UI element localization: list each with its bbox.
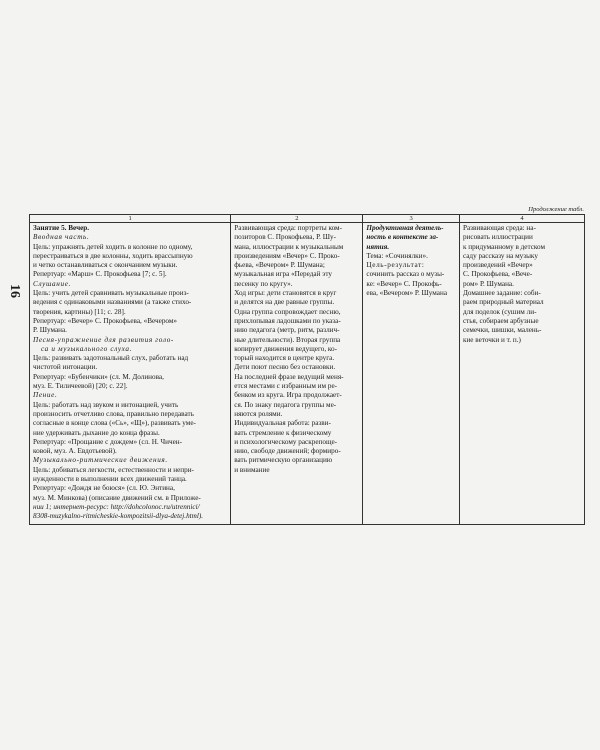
text-line: ные длительности). Вторая группа [234, 335, 341, 344]
text-line: согласные в конце слова («Сь», «Щ»), развивать уме- [33, 419, 196, 428]
text-line: стья, собираем арбузные [462, 316, 539, 325]
text-line: чистотой интонации. [33, 363, 98, 372]
text-line: муз. М. Минкова) (описание движений см. в Приложе- [33, 493, 201, 502]
text-line: Репертуар: «Вечер» С. Прокофьева, «Вечером» [33, 316, 178, 325]
text-line: музыкальная игра «Передай эту [234, 270, 332, 279]
text-line: вать стремление к физическому [234, 428, 332, 437]
text-line: ется местами с избранным им ре- [234, 382, 338, 391]
text-line: и внимание [234, 465, 270, 474]
page-number: 16 [7, 284, 22, 298]
text-line: ние удерживать дыхание до конца фразы. [33, 428, 160, 437]
lesson-row [30, 223, 585, 525]
text-line: Развивающая среда: на- [462, 224, 536, 232]
text-line: семечки, шишки, малень- [462, 326, 542, 335]
text-line: Цель: развивать задотональный слух, работать над [33, 354, 189, 363]
text-line: Р. Шумана. [33, 326, 67, 335]
text-line: Дети поют песню без остановки. [234, 363, 336, 372]
productive-activity-cell [363, 223, 460, 525]
text-line: Тема: «Сочинялки». [366, 251, 428, 260]
text-line: вать ритмическую организацию [234, 456, 333, 465]
text-line: ность в контексте за- [366, 233, 439, 242]
text-line: сочинить рассказ о музы- [366, 270, 445, 279]
section-heading: са и музыкального слуха. [41, 344, 133, 353]
text-line: Репертуар: «Марш» С. Прокофьева [7; с. 5]. [33, 270, 167, 279]
section-heading: Вводная часть. [33, 233, 90, 242]
text-line: нию педагога (метр, ритм, различ- [234, 326, 340, 335]
column-number: 4 [459, 215, 584, 223]
text-line: нятия. [366, 242, 390, 251]
text-line: Репертуар: «Бубенчики» (сл. М. Долинова, [33, 372, 164, 381]
text-line: мана, иллюстрации к музыкальным [234, 242, 344, 251]
section-heading: Пение. [33, 391, 58, 400]
text-line: нию, свободе движений; формиро- [234, 447, 341, 456]
text-line: произведений «Вечер» [462, 261, 533, 270]
environment-cell [231, 223, 363, 525]
column-number: 3 [363, 215, 460, 223]
text-line: муз. Е. Тиличеевой) [20; с. 22]. [33, 382, 128, 391]
section-heading: Слушание. [33, 279, 72, 288]
text-line: ведения с одинаковыми названиями (а также стихо- [33, 298, 192, 307]
text-line: С. Прокофьева, «Вече- [462, 270, 533, 279]
column-number-row [30, 215, 585, 223]
text-line: няются ролями. [234, 409, 283, 418]
text-line: нии 1; интернет-ресурс: http://dohcolonoc.ru/utrennici/ [33, 502, 200, 511]
text-line: ром» Р. Шумана. [462, 279, 514, 288]
text-line: Цель: упражнять детей ходить в колонне по одному, [33, 242, 193, 251]
section-heading: Музыкально-ритмические движения. [33, 456, 168, 465]
text-line: и четко останавливаться с окончанием музыки. [33, 261, 178, 270]
text-line: Индивидуальная работа: разви- [234, 419, 331, 428]
text-line: Цель: работать над звуком и интонацией, учить [33, 400, 179, 409]
text-line: кие веточки и т. п.) [462, 335, 521, 344]
text-line: Репертуар: «Дождя не боюся» (сл. Ю. Энтина, [33, 484, 175, 493]
lesson-content-cell [30, 223, 231, 525]
text-line: Цель: учить детей сравнивать музыкальные произ- [33, 289, 189, 298]
text-line: и делятся на две равные группы. [234, 298, 335, 307]
text-line: раем природный материал [462, 298, 544, 307]
text-line: Цель-результат: [366, 261, 425, 270]
text-line: Развивающая среда: портреты ком- [234, 224, 342, 232]
text-line: позиторов С. Прокофьева, Р. Шу- [234, 233, 337, 242]
text-line: Одна группа сопровождает песню, [234, 307, 341, 316]
text-line: Ход игры: дети становятся в круг [234, 289, 337, 298]
text-line: нужденности в выполнении всех движений танца. [33, 475, 187, 484]
text-line: ся. По знаку педагога группы ме- [234, 400, 337, 409]
text-line: ке: «Вечер» С. Прокофь- [366, 279, 442, 288]
text-line: торый находится в центре круга. [234, 354, 335, 363]
text-line: к придуманному в детском [462, 242, 546, 251]
column-number: 1 [30, 215, 231, 223]
home-task-cell [459, 223, 584, 525]
text-line: Домашнее задание: соби- [462, 289, 541, 298]
text-line: рисовать иллюстрации [462, 233, 533, 242]
text-line: 8308-muzykalno-ritmicheskie-kompozitsii-dlya-detej.html). [33, 512, 204, 521]
text-line: Цель: добиваться легкости, естественности и непри- [33, 465, 194, 474]
text-line: творения, картины) [11; с. 28]. [33, 307, 126, 316]
text-line: прихлопывая ладошками по указа- [234, 316, 341, 325]
text-line: саду рассказу на музыку [462, 251, 538, 260]
text-line: песенку по кругу». [234, 279, 293, 288]
text-line: для поделок (сушим ли- [462, 307, 537, 316]
continuation-label: Продолжение табл. [528, 206, 584, 213]
text-line: произведениям «Вечер» С. Проко- [234, 251, 340, 260]
text-line: перестраиваться в две колонны, ходить врассыпную [33, 251, 193, 260]
lesson-title: Занятие 5. Вечер. [33, 224, 90, 232]
text-line: произносить отчетливо слова, правильно передавать [33, 409, 194, 418]
text-line: и психологическому раскрепоще- [234, 437, 338, 446]
lesson-table [29, 214, 585, 525]
text-line: ковой, муз. А. Евдотьевой). [33, 447, 117, 456]
column-number: 2 [231, 215, 363, 223]
text-line: Репертуар: «Прощание с дождем» (сл. Н. Чичен- [33, 437, 183, 446]
text-line: фьева, «Вечером» Р. Шумана; [234, 261, 325, 270]
text-line: ева, «Вечером» Р. Шумана [366, 289, 448, 298]
text-line: На последней фразе ведущий меня- [234, 372, 344, 381]
text-line: бенком из круга. Игра продолжает- [234, 391, 342, 400]
text-line: копирует движения ведущего, ко- [234, 344, 338, 353]
text-line: Продуктивная деятель- [366, 224, 444, 232]
section-heading: Песня-упражнение для развития голо- [33, 335, 174, 344]
